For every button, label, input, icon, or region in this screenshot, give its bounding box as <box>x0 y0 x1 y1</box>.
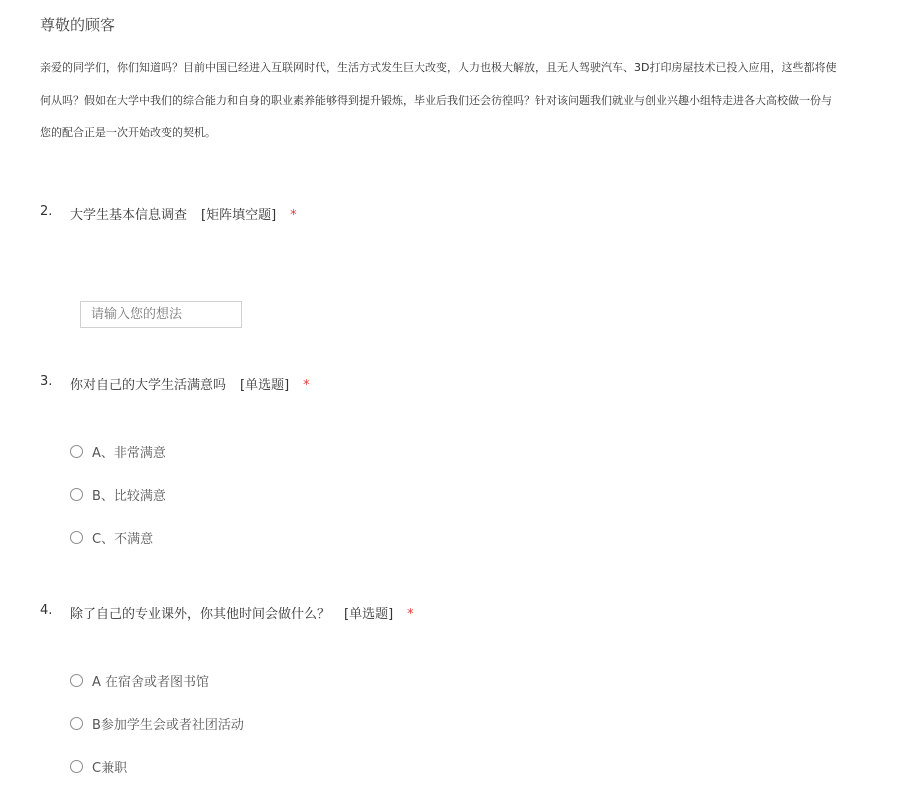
question-3-option-b[interactable] <box>70 485 166 503</box>
option-label: B参加学生会或者社团活动 <box>92 717 244 733</box>
question-2-required-mark: * <box>290 208 297 223</box>
option-label: C兼职 <box>92 760 128 776</box>
question-2-title: 大学生基本信息调查 <box>70 208 188 223</box>
option-label: A、非常满意 <box>92 445 166 461</box>
question-3-required-mark: * <box>303 378 310 393</box>
question-2-number: 2. <box>40 204 53 219</box>
question-3-title: 你对自己的大学生活满意吗 <box>70 378 227 393</box>
question-4-option-c[interactable] <box>70 757 127 775</box>
question-4-option-a[interactable] <box>70 671 209 689</box>
question-2-type: [矩阵填空题] <box>201 208 277 223</box>
option-label: A 在宿舍或者图书馆 <box>92 674 210 690</box>
question-4-title-row <box>70 603 414 622</box>
question-3-option-a[interactable] <box>70 442 166 460</box>
radio-button-icon[interactable] <box>70 717 83 730</box>
question-4-option-b[interactable] <box>70 714 244 732</box>
question-3-type: [单选题] <box>240 378 290 393</box>
radio-button-icon[interactable] <box>70 488 83 501</box>
option-label: B、比较满意 <box>92 488 166 504</box>
question-3-title-row <box>70 374 310 393</box>
option-label: C、不满意 <box>92 531 154 547</box>
question-2-title-row <box>70 204 297 223</box>
radio-button-icon[interactable] <box>70 760 83 773</box>
question-4-required-mark: * <box>407 607 414 622</box>
radio-button-icon[interactable] <box>70 445 83 458</box>
question-3-option-c[interactable] <box>70 528 153 546</box>
question-3-number: 3. <box>40 374 53 389</box>
radio-button-icon[interactable] <box>70 531 83 544</box>
greeting-heading: 尊敬的顾客 <box>40 16 116 34</box>
intro-line-2: 何从吗？假如在大学中我们的综合能力和自身的职业素养能够得到提升锻炼，毕业后我们还会彷徨吗？针对该问题我们就业与创业兴趣小组特走进各大高校做一份与 <box>40 94 832 107</box>
intro-line-3: 您的配合正是一次开始改变的契机。 <box>40 126 216 139</box>
question-2-text-input[interactable] <box>80 301 242 328</box>
intro-line-1: 亲爱的同学们，你们知道吗？目前中国已经进入互联网时代，生活方式发生巨大改变，人力也极大解放，且无人驾驶汽车、3D打印房屋技术已投入应用，这些都将使 <box>40 61 837 74</box>
question-4-type: [单选题] <box>344 607 394 622</box>
question-4-title: 除了自己的专业课外，你其他时间会做什么？ <box>70 607 331 622</box>
question-4-number: 4. <box>40 603 53 618</box>
radio-button-icon[interactable] <box>70 674 83 687</box>
